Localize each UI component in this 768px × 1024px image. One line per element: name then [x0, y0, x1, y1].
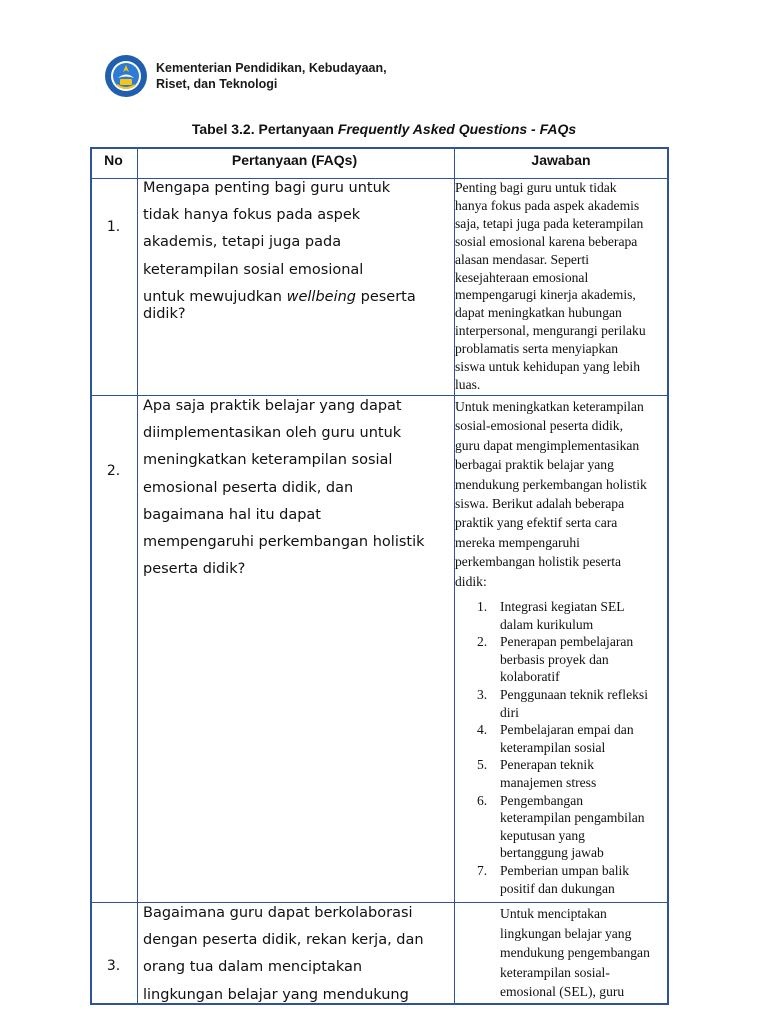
question-text: Bagaimana guru dapat berkolaborasi dengan peserta didik, rekan kerja, dan orang tua dalam menciptakan lingkungan belajar yang mendukung — [143, 905, 424, 1003]
ministry-name — [156, 60, 387, 92]
row-number: 1. — [106, 219, 121, 235]
ministry-name-line-1: Kementerian Pendidikan, Kebudayaan, — [156, 61, 387, 75]
list-item: 1. Integrasi kegiatan SEL dalam kurikulum — [477, 599, 625, 632]
tut-wuri-handayani-logo-icon — [104, 54, 148, 98]
list-item: 5. Penerapan teknik manajemen stress — [477, 757, 597, 790]
ministry-name-line-2: Riset, dan Teknologi — [156, 77, 278, 91]
column-divider — [137, 149, 138, 1003]
question-text: Apa saja praktik belajar yang dapat diimplementasikan oleh guru untuk meningkatkan keterampilan sosial emosional peserta didik, dan bagaimana hal itu dapat mempengaruhi perkembangan holistik peserta didik? — [143, 398, 425, 578]
list-item: 7. Pemberian umpan balik positif dan dukungan — [477, 862, 630, 896]
ministry-header — [104, 54, 387, 98]
answer-text: Untuk meningkatkan keterampilan sosial-emosional peserta didik, guru dapat mengimplementasikan berbagai praktik belajar yang mendukung perkembangan holistik siswa. Berikut adalah beberapa praktik yang efektif serta cara mereka mempengaruhi perkembangan holistik peserta didik: — [455, 399, 647, 589]
list-item: 3. Penggunaan teknik refleksi diri — [477, 686, 648, 720]
answer-text: Penting bagi guru untuk tidak hanya fokus pada aspek akademis saja, tetapi juga pada keterampilan sosial emosional karena beberapa alasan mendasar. Seperti kesejahteraan emosional mempengarugi kinerja akademis, dapat meningkatkan hubungan interpersonal, mengurangi perilaku problamatis serta menyiapkan siswa untuk kehidupan yang lebih luas. — [455, 180, 646, 392]
row-number: 3. — [106, 958, 121, 974]
list-item: 2. Penerapan pembelajaran berbasis proyek dan kolaboratif — [477, 634, 634, 685]
table-caption-italic: Frequently Asked Questions - FAQs — [337, 121, 577, 137]
row-number: 2. — [106, 463, 121, 479]
question-text-end: didik? — [143, 306, 186, 322]
question-text: Mengapa penting bagi guru untuk tidak hanya fokus pada aspek akademis, tetapi juga pada keterampilan sosial emosional untuk mewujudkan wellbeing peserta — [143, 180, 416, 305]
list-item: 4. Pembelajaran empai dan keterampilan sosial — [477, 722, 634, 755]
answer-list — [455, 598, 668, 897]
list-item: 6. Pengembangan keterampilan pengambilan keputusan yang bertanggung jawab — [477, 792, 645, 861]
answer-text: Untuk menciptakan lingkungan belajar yang mendukung pengembangan keterampilan sosial- emosional (SEL), guru — [500, 906, 650, 1000]
column-header-no: No — [104, 152, 123, 168]
column-header-question: Pertanyaan (FAQs) — [231, 152, 358, 168]
table-caption: Tabel 3.2. Pertanyaan Frequently Asked Questions - FAQs — [191, 121, 577, 137]
column-header-answer: Jawaban — [531, 152, 591, 168]
